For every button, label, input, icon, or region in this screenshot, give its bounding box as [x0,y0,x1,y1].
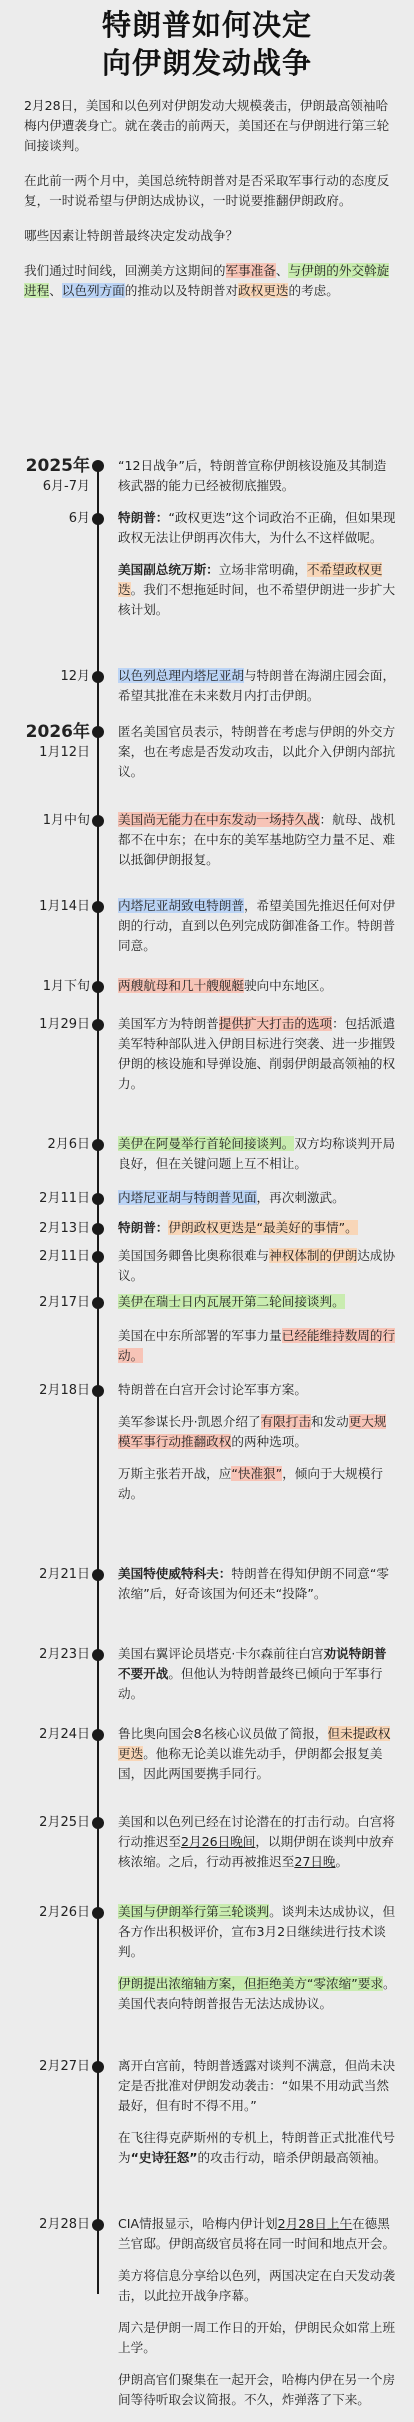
entry-text [118,1724,398,1784]
timeline-date: 2月27日 [39,2059,90,2074]
timeline-date: 2月11日 [39,1249,90,1264]
highlight-military: 更大规模军事行动推翻政权 [118,1414,387,1449]
underlined-date: 2月26日晚间 [180,1834,256,1849]
emphasis-text: 劝说特朗普不要开战 [118,1646,387,1681]
entry-body: 美国军方为特朗普 [118,1016,219,1031]
timeline-year: 2026年 [25,722,90,742]
entry-text [118,2214,398,2422]
timeline-dot [92,1817,104,1829]
timeline-date: 2月26日 [39,1905,90,1920]
speaker-label: 美国特使威特科夫： [118,1566,232,1581]
underlined-date: 2月28日上午 [277,2216,353,2231]
legend-military: 军事准备 [225,263,276,278]
timeline-date: 1月29日 [39,1017,90,1032]
entry-body: 。他称无论美以谁先动手，伊朗都会报复美国，因此两国要携手同行。 [118,1746,383,1781]
title-line-1: 特朗普如何决定 [101,8,312,42]
entry-body: 在飞往得克萨斯州的专机上，特朗普正式批准代号为 [118,2130,396,2165]
timeline-date: 2月21日 [39,1567,90,1582]
highlight-israel: 以色列总理内塔尼亚胡 [118,668,244,683]
highlight-military: 美国尚无能力在中东发动一场持久战 [118,812,320,827]
entry-body: 在德黑兰官邸。伊朗高级官员将在同一时间和地点开会。 [118,2216,396,2251]
timeline-dot [92,1139,104,1151]
timeline-dot [92,1385,104,1397]
timeline-date: 6月-7月 [42,479,90,494]
timeline-dot [92,1251,104,1263]
speaker-label: 特朗普： [118,510,169,525]
timeline-date: 2月17日 [39,1295,90,1310]
legend-regime-change: 政权更迭 [238,283,289,298]
entry-paragraph: 特朗普在白宫开会讨论军事方案。 [118,1382,307,1397]
legend-diplomacy: 与伊朗的外交斡旋进程 [24,263,390,298]
entry-text [118,1134,398,1174]
intro-text: 、 [275,263,289,278]
entry-text: 匿名美国官员表示，特朗普在考虑与伊朗的外交方案，也在考虑是否发动攻击，以此介入伊朗内部抗议。 [118,724,396,779]
entry-body: 的攻击行动，暗杀伊朗最高领袖。 [197,2150,387,2165]
highlight-military: 已经能维持数周的行动。 [118,1328,396,1363]
timeline-date: 2月28日 [39,2217,90,2232]
entry-text [118,666,398,706]
entry-body: ，以期伊朗在谈判中放弃核浓缩。之后，行动再被推迟至 [118,1834,394,1869]
quote-text: 立场非常明确， [218,562,307,577]
entry-text: “12日战争”后，特朗普宣称伊朗核设施及其制造核武器的能力已经被彻底摧毁。 [118,458,387,493]
entry-text [118,1246,398,1286]
entry-body: 。 [335,1854,349,1869]
intro-text: 我们通过时间线，回溯美方这期间的 [24,263,226,278]
highlight-regime-change: 但未提政权更迭 [118,1726,391,1761]
timeline-date: 1月下旬 [42,979,90,994]
entry-body: ，希望美国先推迟任何对伊朗的行动，直到以色列完成防御准备工作。特朗普同意。 [118,898,396,953]
entry-text [118,1564,398,1604]
entry-body: 。美国代表向特朗普报告无法达成协议。 [118,1976,396,2011]
entry-body: CIA情报显示，哈梅内伊计划 [118,2216,278,2231]
intro-question: 哪些因素让特朗普最终决定发动战争？ [24,228,239,243]
entry-body: 达成协议。 [118,1248,396,1283]
entry-body: ，倾向于大规模行动。 [118,1466,383,1501]
quote-text: 。我们不想拖延时间，也不希望伊朗进一步扩大核计划。 [118,582,396,617]
entry-body: 与特朗普在海湖庄园会面，希望其批准在未来数月内打击伊朗。 [118,668,396,703]
highlight-diplomacy: 伊朗提出浓缩轴方案，但拒绝美方“零浓缩”要求 [118,1976,383,1991]
timeline-date: 1月中旬 [42,813,90,828]
highlight-military: 有限打击 [260,1414,311,1429]
timeline-date: 2月13日 [39,1221,90,1236]
entry-body: 美军参谋长丹·凯恩介绍了 [118,1414,261,1429]
entry-paragraph: 伊朗高官们聚集在一起开会，哈梅内伊在另一个房间等待听取会议简报。不久，炸弹落了下来。 [118,2372,396,2407]
timeline-date: 1月14日 [39,899,90,914]
timeline-dot [92,726,104,738]
article-title [0,0,414,82]
operation-name: “史诗狂怒” [130,2150,198,2165]
timeline-date: 2月18日 [39,1383,90,1398]
timeline-year: 2025年 [25,456,90,476]
entry-text [118,1218,398,1238]
entry-body: 双方均称谈判开局良好，但在关键问题上互不相让。 [118,1136,396,1171]
entry-text [118,810,398,870]
highlight-diplomacy: 美伊在瑞士日内瓦展开第二轮间接谈判。 [118,1294,345,1309]
highlight-military: “快准狠” [231,1466,283,1481]
underlined-date: 27日晚 [294,1854,336,1869]
timeline-date: 2月24日 [39,1727,90,1742]
highlight-military: 两艘航母和几十艘舰艇 [118,978,244,993]
entry-text [118,1380,398,1516]
timeline-date: 2月11日 [39,1191,90,1206]
entry-text [118,2056,398,2180]
entry-text [118,1812,398,1872]
quote-text: “政权更迭”这个词政治不正确，但如果现政权无法让伊朗再次伟大，为什么不这样做呢。 [118,510,396,545]
timeline-dot [92,2219,104,2231]
timeline-dot [92,2061,104,2073]
timeline-dot [92,901,104,913]
timeline-dot [92,1019,104,1031]
timeline-date: 12月 [60,669,90,684]
timeline-dot [92,815,104,827]
entry-text [118,508,398,632]
highlight-regime-change: 神权体制的伊朗 [269,1248,358,1263]
entry-body: 和发动 [310,1414,349,1429]
timeline-dot [92,1569,104,1581]
entry-body: 美国在中东所部署的军事力量 [118,1328,282,1343]
timeline-dot [92,1193,104,1205]
timeline-dot [92,1297,104,1309]
highlight-military: 提供扩大打击的选项 [218,1016,333,1031]
entry-body: ：包括派遣美军特种部队进入伊朗目标进行突袭、进一步摧毁伊朗的核设施和导弹设施、削弱伊朗最高领袖的权力。 [118,1016,396,1091]
entry-text [118,1292,398,1312]
entry-body: 的两种选项。 [231,1434,307,1449]
entry-text [118,976,398,996]
speaker-label: 美国副总统万斯： [118,562,219,577]
entry-body: 美国和以色列已经在讨论潜在的打击行动。白宫将行动推迟至 [118,1814,396,1849]
entry-body: 驶向中东地区。 [243,978,333,993]
timeline-date: 2月6日 [47,1137,90,1152]
speaker-label: 特朗普： [118,1220,169,1235]
timeline-dot [92,1649,104,1661]
entry-body: 。但他认为特朗普最终已倾向于军事行动。 [118,1666,383,1701]
entry-body: 。谈判未达成协议，但各方作出积极评价，宣布3月2日继续进行技术谈判。 [118,1904,396,1959]
entry-text [118,1014,398,1094]
timeline-dot [92,1907,104,1919]
entry-text [118,1326,398,1366]
highlight-israel: 内塔尼亚胡与特朗普见面 [118,1190,257,1205]
timeline-date: 2月23日 [39,1647,90,1662]
highlight-diplomacy: 美国与伊朗举行第三轮谈判 [118,1904,270,1919]
entry-text [118,1644,398,1704]
entry-text [118,896,398,956]
timeline-date: 2月25日 [39,1815,90,1830]
timeline-dot [92,671,104,683]
intro-legend-paragraph [24,261,394,301]
entry-body: 特朗普在得知伊朗不同意“零浓缩”后，好奇该国为何还未“投降”。 [118,1566,389,1601]
highlight-regime-change: 不希望政权更迭 [118,562,383,597]
entry-paragraph: 美方将信息分享给以色列，两国决定在白天发动袭击，以此拉开战争序幕。 [118,2268,396,2303]
entry-body: ：航母、战机都不在中东；在中东的美军基地防空力量不足、难以抵御伊朗报复。 [118,812,396,867]
title-line-2: 向伊朗发动战争 [101,46,312,80]
timeline-line [97,464,99,2294]
entry-body: 万斯主张若开战，应 [118,1466,232,1481]
intro-paragraph: 在此前一两个月中，美国总统特朗普对是否采取军事行动的态度反复，一时说希望与伊朗达成协议，一时说要推翻伊朗政府。 [24,173,390,208]
timeline-date: 6月 [68,511,90,526]
timeline-dot [92,1729,104,1741]
timeline-dot [92,981,104,993]
intro-paragraph: 2月28日，美国和以色列对伊朗发动大规模袭击，伊朗最高领袖哈梅内伊遭袭身亡。就在袭击的前两天，美国还在与伊朗进行第三轮间接谈判。 [24,98,390,153]
intro-section [0,82,414,301]
intro-text: 、 [49,283,62,298]
timeline-dot [92,513,104,525]
entry-paragraph: 周六是伊朗一周工作日的开始，伊朗民众如常上班上学。 [118,2320,396,2355]
entry-body: 美国国务卿鲁比奥称很难与 [118,1248,270,1263]
highlight-regime-change: 伊朗政权更迭是“最美好的事情”。 [168,1220,358,1235]
timeline-dot [92,1223,104,1235]
intro-text: 的考虑。 [288,283,339,298]
timeline-date: 1月12日 [39,745,90,760]
intro-text: 的推动以及特朗普对 [124,283,239,298]
entry-text [118,1188,398,1208]
highlight-israel: 内塔尼亚胡致电特朗普 [118,898,244,913]
entry-body: 美国右翼评论员塔克·卡尔森前往白宫 [118,1646,324,1661]
entry-text [118,1902,398,2026]
highlight-diplomacy: 美伊在阿曼举行首轮间接谈判。 [118,1136,295,1151]
legend-israel: 以色列方面 [61,283,125,298]
entry-body: 鲁比奥向国会8名核心议员做了简报， [118,1726,328,1741]
timeline-dot [92,460,104,472]
entry-body: ，再次刺激武。 [256,1190,345,1205]
entry-paragraph: 离开白宫前，特朗普透露对谈判不满意，但尚未决定是否批准对伊朗发动袭击：“如果不用动武当然最好，但有时不得不用。” [118,2058,396,2113]
